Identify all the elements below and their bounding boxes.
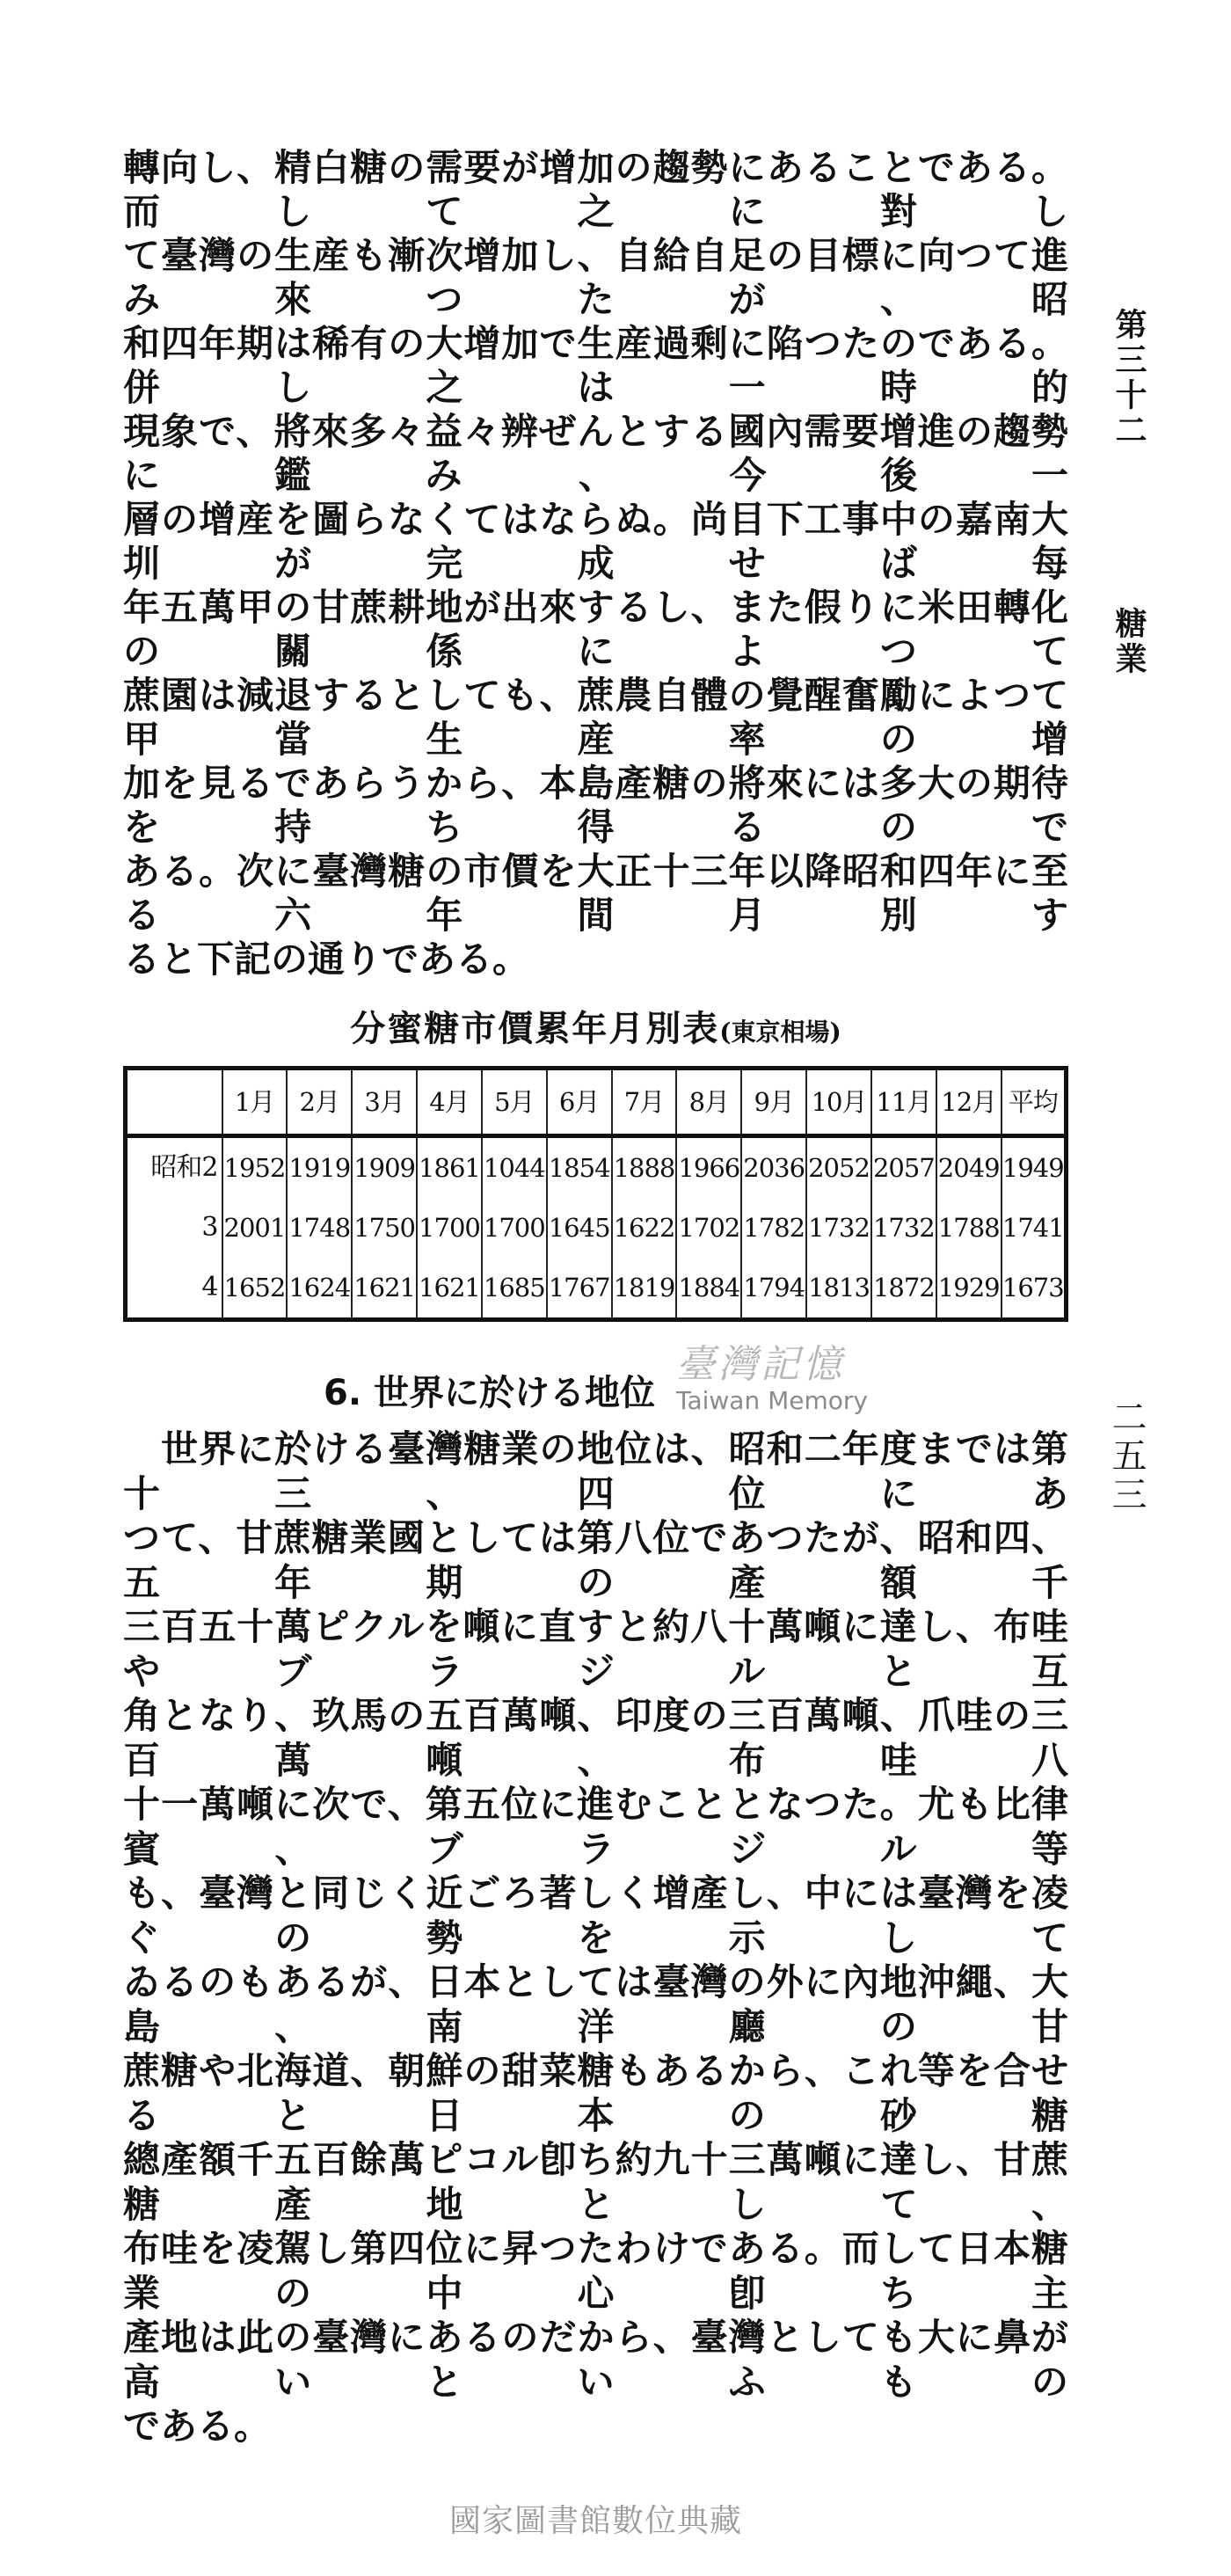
text-line: 層の增産を圖らなくてはならぬ。尚目下工事中の嘉南大圳が完成せば每 bbox=[123, 498, 1068, 585]
price-cell: 1794 bbox=[741, 1258, 806, 1320]
column-header: 平均 bbox=[1002, 1069, 1067, 1136]
text-line: 年五萬甲の甘蔗耕地が出來するし、また假りに米田轉化の關係によつて bbox=[123, 586, 1068, 673]
column-header: 10月 bbox=[806, 1069, 871, 1136]
table-title bbox=[123, 1008, 1068, 1054]
text-line: 產地は此の臺灣にあるのだから、臺灣としても大に鼻が高いといふもの bbox=[123, 2316, 1068, 2404]
column-header: 7月 bbox=[612, 1069, 677, 1136]
column-header: 3月 bbox=[352, 1069, 417, 1136]
price-cell: 1782 bbox=[741, 1198, 806, 1258]
price-cell: 1813 bbox=[806, 1258, 871, 1320]
price-cell: 2036 bbox=[741, 1136, 806, 1199]
column-header: 9月 bbox=[741, 1069, 806, 1136]
column-header: 8月 bbox=[676, 1069, 741, 1136]
price-cell: 1888 bbox=[612, 1136, 677, 1199]
text-line: ある。次に臺灣糖の市價を大正十三年以降昭和四年に至る六年間月別す bbox=[123, 850, 1068, 937]
price-cell: 1741 bbox=[1002, 1198, 1067, 1258]
row-label: 4 bbox=[201, 1272, 218, 1303]
column-header: 12月 bbox=[936, 1069, 1002, 1136]
price-cell: 2052 bbox=[806, 1136, 871, 1199]
text-line: も、臺灣と同じく近ごろ著しく增產し、中には臺灣を凌ぐの勢を示して bbox=[123, 1872, 1068, 1959]
text-line: て臺灣の生産も漸次增加し、自給自足の目標に向つて進み來つたが、昭 bbox=[123, 234, 1068, 321]
paragraph-2 bbox=[123, 1427, 1068, 2449]
corner-cell bbox=[126, 1069, 222, 1136]
table-title-text: 分蜜糖市價累年月別表 bbox=[350, 1008, 720, 1049]
row-label: 3 bbox=[201, 1212, 218, 1243]
price-cell: 1652 bbox=[222, 1258, 288, 1320]
price-cell: 1949 bbox=[1002, 1136, 1067, 1199]
watermark-logo bbox=[676, 1343, 868, 1415]
price-cell: 1919 bbox=[287, 1136, 352, 1199]
text-line: 十一萬噸に次で、第五位に進むこととなつた。尤も比律賓、ブラジル等 bbox=[123, 1783, 1068, 1871]
price-cell: 1645 bbox=[547, 1198, 612, 1258]
price-cell: 1673 bbox=[1002, 1258, 1067, 1320]
text-line: 世界に於ける臺灣糖業の地位は、昭和二年度までは第十三、四位にあ bbox=[123, 1427, 1068, 1515]
price-cell: 1044 bbox=[482, 1136, 547, 1199]
table-row bbox=[126, 1258, 1067, 1320]
price-cell: 1685 bbox=[482, 1258, 547, 1320]
column-header: 1月 bbox=[222, 1069, 288, 1136]
price-cell: 1767 bbox=[547, 1258, 612, 1320]
table-row bbox=[126, 1136, 1067, 1199]
price-cell: 1622 bbox=[612, 1198, 677, 1258]
price-cell: 1861 bbox=[417, 1136, 482, 1199]
section-heading-row bbox=[123, 1343, 1068, 1415]
text-line: ると下記の通りである。 bbox=[123, 938, 530, 981]
price-cell: 1621 bbox=[352, 1258, 417, 1320]
sugar-price-table bbox=[123, 1066, 1068, 1322]
paragraph-1 bbox=[123, 146, 1068, 982]
text-line: 加を見るであらうから、本島產糖の將來には多大の期待を持ち得るので bbox=[123, 762, 1068, 849]
column-header: 6月 bbox=[547, 1069, 612, 1136]
text-line: である。 bbox=[123, 2405, 272, 2448]
table-subtitle: (東京相場) bbox=[719, 1018, 841, 1047]
price-cell: 1854 bbox=[547, 1136, 612, 1199]
text-line: ゐるのもあるが、日本としては臺灣の外に內地沖繩、大島、南洋廳の甘 bbox=[123, 1960, 1068, 2048]
text-line: 布哇を凌駕し第四位に昇つたわけである。而して日本糖業の中心卽ち主 bbox=[123, 2227, 1068, 2315]
table-header-row bbox=[126, 1069, 1067, 1136]
column-header: 11月 bbox=[871, 1069, 936, 1136]
price-cell: 1952 bbox=[222, 1136, 288, 1199]
price-cell: 1819 bbox=[612, 1258, 677, 1320]
text-line: 轉向し、精白糖の需要が增加の趨勢にあることである。而して之に對し bbox=[123, 146, 1068, 233]
footer-collection-label: 國家圖書館數位典藏 bbox=[448, 2502, 742, 2539]
text-line: つて、甘蔗糖業國としては第八位であつたが、昭和四、五年期の產額千 bbox=[123, 1516, 1068, 1604]
watermark-english: Taiwan Memory bbox=[675, 1386, 868, 1415]
price-cell: 1732 bbox=[806, 1198, 871, 1258]
price-cell: 1700 bbox=[417, 1198, 482, 1258]
price-cell: 2057 bbox=[871, 1136, 936, 1199]
page-number: 二五三 bbox=[1106, 1398, 1147, 1514]
column-header: 4月 bbox=[417, 1069, 482, 1136]
price-cell: 1748 bbox=[287, 1198, 352, 1258]
text-line: 蔗園は減退するとしても、蔗農自體の覺醒奮勵によつて甲當生産率の增 bbox=[123, 674, 1068, 761]
table-row bbox=[126, 1198, 1067, 1258]
price-cell: 1621 bbox=[417, 1258, 482, 1320]
price-cell: 1909 bbox=[352, 1136, 417, 1199]
price-cell: 1750 bbox=[352, 1198, 417, 1258]
price-cell: 1788 bbox=[936, 1198, 1002, 1258]
price-cell: 1624 bbox=[287, 1258, 352, 1320]
price-cell: 1966 bbox=[676, 1136, 741, 1199]
text-line: 總產額千五百餘萬ピコル卽ち約九十三萬噸に達し、甘蔗糖產地として、 bbox=[123, 2138, 1068, 2226]
side-section-label: 糖業 bbox=[1111, 607, 1147, 677]
section-heading: 6. 世界に於ける地位 bbox=[324, 1373, 655, 1413]
watermark-chinese: 臺灣記憶 bbox=[675, 1342, 845, 1387]
price-cell: 1929 bbox=[936, 1258, 1002, 1320]
price-cell: 1884 bbox=[676, 1258, 741, 1320]
row-label: 昭和2 bbox=[150, 1152, 218, 1183]
text-line: 現象で、將來多々益々辨ぜんとする國內需要增進の趨勢に鑑み、今後一 bbox=[123, 410, 1068, 497]
column-header: 5月 bbox=[482, 1069, 547, 1136]
text-line: 三百五十萬ピクルを噸に直すと約八十萬噸に達し、布哇やブラジルと互 bbox=[123, 1605, 1068, 1693]
price-cell: 1872 bbox=[871, 1258, 936, 1320]
page-body bbox=[123, 0, 1068, 2576]
text-line: 蔗糖や北海道、朝鮮の甜菜糖もあるから、これ等を合せると日本の砂糖 bbox=[123, 2049, 1068, 2137]
price-cell: 1702 bbox=[676, 1198, 741, 1258]
price-cell: 1700 bbox=[482, 1198, 547, 1258]
text-line: 和四年期は稀有の大增加で生産過剩に陷つたのである。併し之は一時的 bbox=[123, 322, 1068, 409]
column-header: 2月 bbox=[287, 1069, 352, 1136]
price-cell: 2001 bbox=[222, 1198, 288, 1258]
text-line: 角となり、玖馬の五百萬噸、印度の三百萬噸、爪哇の三百萬噸、布哇八 bbox=[123, 1694, 1068, 1782]
side-chapter-label: 第三十二 bbox=[1111, 308, 1147, 449]
price-cell: 1732 bbox=[871, 1198, 936, 1258]
price-cell: 2049 bbox=[936, 1136, 1002, 1199]
